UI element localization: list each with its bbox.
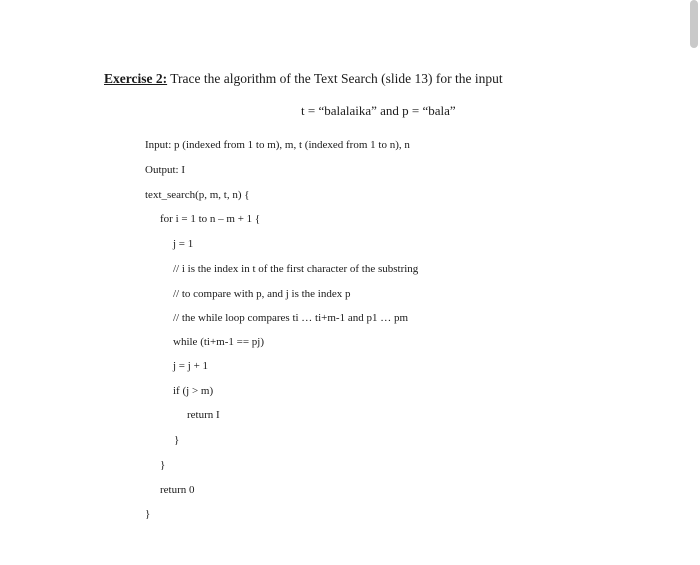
exercise-label: Exercise 2: (104, 71, 168, 86)
code-line-function-signature: text_search(p, m, t, n) { (145, 189, 250, 201)
code-line-return-i: return I (187, 409, 220, 421)
code-line-if: if (j > m) (173, 385, 214, 397)
code-line-close-for: } (160, 459, 166, 471)
code-line-j-init: j = 1 (173, 238, 194, 250)
code-line-j-increment: j = j + 1 (173, 360, 209, 372)
code-line-close-while: } (174, 434, 180, 446)
code-line-output-spec: Output: I (145, 164, 186, 176)
code-line-input-spec: Input: p (indexed from 1 to m), m, t (indexed from 1 to n), n (145, 139, 410, 151)
code-line-close-function: } (145, 508, 151, 520)
exercise-heading (104, 71, 503, 87)
code-line-comment-1: // i is the index in t of the first character of the substring (173, 263, 419, 275)
code-line-return-0: return 0 (160, 484, 195, 496)
code-line-comment-3: // the while loop compares ti … ti+m-1 and p1 … pm (173, 312, 409, 324)
code-line-while: while (ti+m-1 == pj) (173, 336, 265, 348)
code-line-for-loop: for i = 1 to n – m + 1 { (160, 213, 261, 225)
input-strings: t = “balalaika” and p = “bala” (301, 103, 456, 118)
code-line-comment-2: // to compare with p, and j is the index p (173, 288, 351, 300)
exercise-text: Trace the algorithm of the Text Search (slide 13) for the input (167, 71, 503, 86)
scrollbar-thumb[interactable] (690, 0, 698, 48)
